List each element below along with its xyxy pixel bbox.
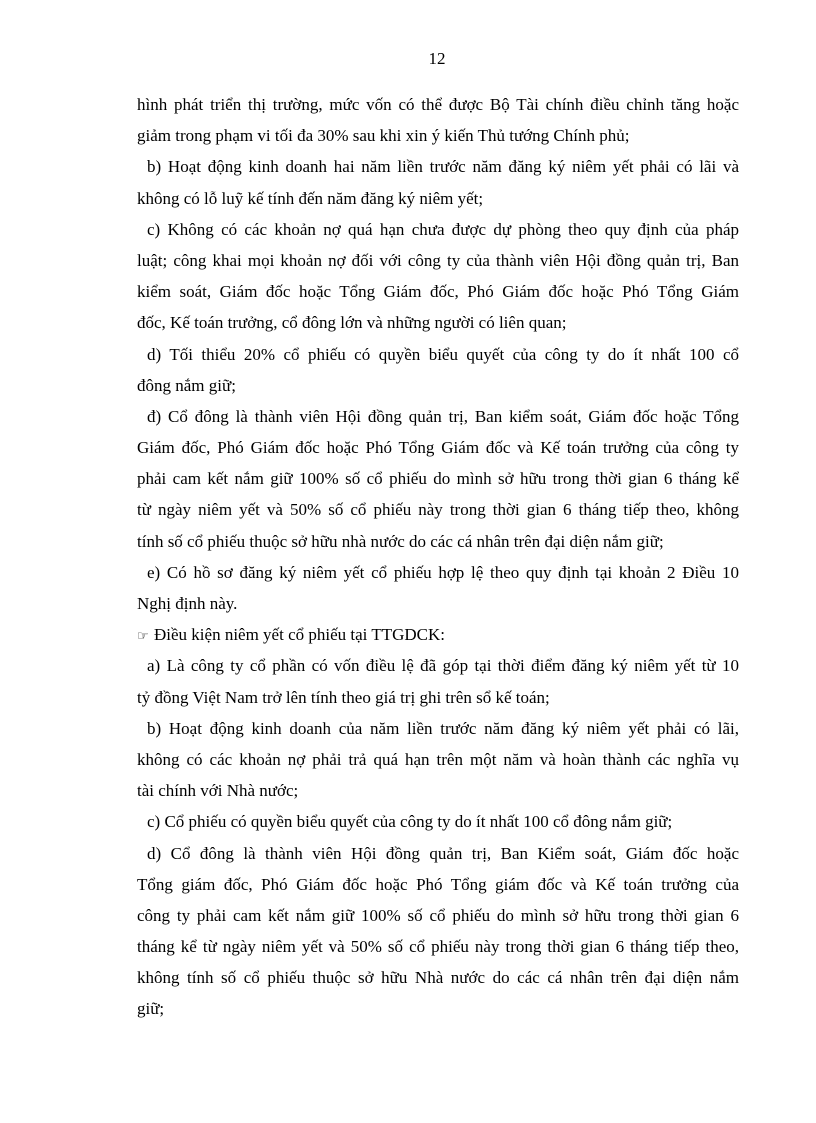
text-line: công ty phải cam kết nắm giữ 100% số cổ phiếu do mình sở hữu trong thời gian 6 — [137, 905, 739, 925]
text-line: c) Cổ phiếu có quyền biểu quyết của công ty do ít nhất 100 cổ đông nắm giữ; — [147, 812, 673, 832]
text-line: tháng kể từ ngày niêm yết và 50% số cổ phiếu này trong thời gian 6 tháng tiếp theo, — [137, 937, 739, 957]
text-line: e) Có hồ sơ đăng ký niêm yết cổ phiếu hợp lệ theo quy định tại khoản 2 Điều 10 — [147, 562, 739, 582]
document-body — [137, 92, 739, 1028]
text-line: tính số cổ phiếu thuộc sở hữu nhà nước do các cá nhân trên đại diện nắm giữ; — [137, 531, 664, 551]
text-line: hình phát triển thị trường, mức vốn có thể được Bộ Tài chính điều chỉnh tăng hoặc — [137, 95, 739, 114]
text-line: d) Cổ đông là thành viên Hội đồng quản trị, Ban Kiểm soát, Giám đốc hoặc — [147, 843, 739, 863]
text-line: b) Hoạt động kinh doanh hai năm liền trước năm đăng ký niêm yết phải có lãi và — [147, 157, 739, 177]
pointing-hand-icon: ☞ — [137, 629, 149, 645]
text-line: từ ngày niêm yết và 50% số cổ phiếu này trong thời gian 6 tháng tiếp theo, không — [137, 500, 739, 520]
text-line: Nghị định này. — [137, 594, 238, 613]
text-line: không có các khoản nợ phải trả quá hạn trên một năm và hoàn thành các nghĩa vụ — [137, 749, 739, 769]
text-line: không tính số cổ phiếu thuộc sở hữu Nhà nước do các cá nhân trên đại diện nắm — [137, 968, 739, 988]
text-line: a) Là công ty cổ phần có vốn điều lệ đã góp tại thời điểm đăng ký niêm yết từ 10 — [147, 656, 739, 676]
text-line: kiểm soát, Giám đốc hoặc Tổng Giám đốc, Phó Giám đốc hoặc Phó Tổng Giám — [137, 282, 739, 302]
text-line: đông nắm giữ; — [137, 375, 236, 395]
text-line: giảm trong phạm vi tối đa 30% sau khi xin ý kiến Thủ tướng Chính phủ; — [137, 126, 630, 146]
section-heading-text: Điều kiện niêm yết cổ phiếu tại TTGDCK: — [154, 625, 445, 645]
text-line: Tổng giám đốc, Phó Giám đốc hoặc Phó Tổng giám đốc và Kế toán trưởng của — [137, 874, 739, 894]
page-number: 12 — [428, 49, 446, 68]
text-line: phải cam kết nắm giữ 100% số cổ phiếu do mình sở hữu trong thời gian 6 tháng kể — [137, 469, 739, 489]
text-line: tỷ đồng Việt Nam trở lên tính theo giá trị ghi trên sổ kế toán; — [137, 687, 550, 707]
text-line: đốc, Kế toán trưởng, cổ đông lớn và những người có liên quan; — [137, 313, 567, 333]
text-line: Giám đốc, Phó Giám đốc hoặc Phó Tổng Giám đốc và Kế toán trưởng của công ty — [137, 438, 739, 458]
text-line: c) Không có các khoản nợ quá hạn chưa được dự phòng theo quy định của pháp — [147, 219, 739, 239]
section-heading — [137, 622, 739, 648]
text-line: đ) Cổ đông là thành viên Hội đồng quản trị, Ban kiểm soát, Giám đốc hoặc Tổng — [147, 406, 739, 426]
text-line: luật; công khai mọi khoản nợ đối với công ty của thành viên Hội đồng quản trị, Ban — [137, 250, 739, 270]
text-line: d) Tối thiểu 20% cổ phiếu có quyền biểu quyết của công ty do ít nhất 100 cổ — [147, 344, 739, 364]
text-line: b) Hoạt động kinh doanh của năm liền trước năm đăng ký niêm yết phải có lãi, — [147, 718, 739, 738]
text-line: không có lỗ luỹ kế tính đến năm đăng ký niêm yết; — [137, 188, 484, 208]
text-line: giữ; — [137, 999, 165, 1019]
text-line: tài chính với Nhà nước; — [137, 781, 299, 801]
